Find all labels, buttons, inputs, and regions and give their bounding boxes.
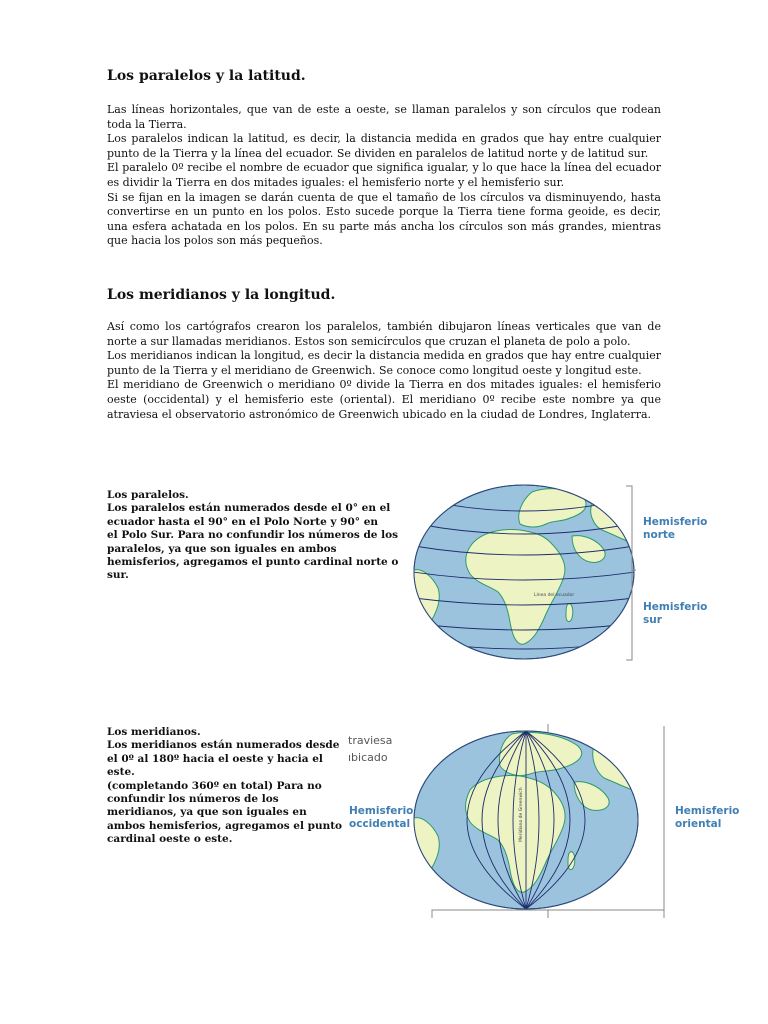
meridianos-caption xyxy=(107,726,343,847)
globe-parallels xyxy=(412,484,642,664)
meridianos-text xyxy=(107,320,661,422)
globe-parallels-figure xyxy=(412,484,642,664)
caption-line: Los paralelos. xyxy=(107,489,189,501)
paralelos-caption xyxy=(107,489,403,583)
hemi-label-line: Hemisferio xyxy=(349,805,414,817)
section-title-paralelos: Los paralelos y la latitud. xyxy=(107,68,306,84)
caption-line: Los meridianos. xyxy=(107,726,201,738)
paragraph: Las líneas horizontales, que van de este a oeste, se llaman paralelos y son círculos que rodean toda la Tierra. xyxy=(107,103,661,131)
hemi-label-line: Hemisferio xyxy=(643,516,708,528)
caption-line: (completando 360º en total) Para no confundir los números de los meridianos, ya que son iguales en ambos hemisferios, agregamos el punto cardinal oeste o este. xyxy=(107,779,343,846)
land-madagascar xyxy=(566,604,573,622)
caption-line: Los paralelos están numerados desde el 0° en el ecuador hasta el 90° en el Polo Norte y 90° en xyxy=(107,502,391,528)
hemi-label-line: norte xyxy=(643,529,676,541)
meridian-label: Meridiano de Greenwich xyxy=(519,787,524,842)
label-hemisferio-occidental xyxy=(349,805,413,831)
paragraph: Así como los cartógrafos crearon los paralelos, también dibujaron líneas verticales que van de norte a sur llamadas meridianos. Estos son semicírculos que cruzan el planeta de polo a polo. xyxy=(107,320,661,348)
fragment-line: ıbicado xyxy=(348,751,388,764)
hemi-label-line: sur xyxy=(643,614,662,626)
globe-meridians xyxy=(412,730,642,912)
cropped-text-fragment xyxy=(348,732,392,766)
paralelos-text xyxy=(107,103,661,249)
caption-line: el Polo Sur. Para no confundir los números de los paralelos, ya que son iguales en ambos hemisferios, agregamos el punto cardinal norte o sur. xyxy=(107,529,399,582)
fragment-line: traviesa xyxy=(348,734,393,747)
section-title-meridianos: Los meridianos y la longitud. xyxy=(107,287,336,303)
globe-meridians-figure xyxy=(412,730,642,912)
paragraph: Si se fijan en la imagen se darán cuenta de que el tamaño de los círculos va disminuyendo, hasta convertirse en un punto en los polos. Esto sucede porque la Tierra tiene forma geoide, es decir, una esfera achatada en los polos. En su parte más ancha los círculos son más grandes, mientras que hacia los polos son más pequeños. xyxy=(107,190,661,248)
hemi-label-line: Hemisferio xyxy=(643,601,708,613)
hemi-label-line: Hemisferio xyxy=(675,805,740,817)
paragraph: El meridiano de Greenwich o meridiano 0º divide la Tierra en dos mitades iguales: el hemisferio oeste (occidental) y el hemisferio este (oriental). El meridiano 0º recibe este nombre ya que atraviesa el observatorio astronómico de Greenwich ubicado en la ciudad de Londres, Inglaterra. xyxy=(107,378,661,421)
label-hemisferio-norte xyxy=(643,516,707,542)
equator-label: Línea del ecuador xyxy=(534,593,575,598)
label-hemisferio-oriental xyxy=(675,805,739,831)
hemi-label-line: occidental xyxy=(349,818,411,830)
paragraph: Los paralelos indican la latitud, es decir, la distancia medida en grados que hay entre cualquier punto de la Tierra y la línea del ecuador. Se dividen en paralelos de latitud norte y de latitud sur. xyxy=(107,132,661,160)
paragraph: El paralelo 0º recibe el nombre de ecuador que significa igualar, y lo que hace la línea del ecuador es dividir la Tierra en dos mitades iguales: el hemisferio norte y el hemisferio sur. xyxy=(107,161,661,189)
label-hemisferio-sur xyxy=(643,601,707,627)
caption-line: Los meridianos están numerados desde el 0º al 180º hacia el oeste y hacia el este. xyxy=(107,739,340,779)
hemi-label-line: oriental xyxy=(675,818,722,830)
hemisphere-bracket xyxy=(624,484,636,664)
paragraph: Los meridianos indican la longitud, es decir la distancia medida en grados que hay entre cualquier punto de la Tierra y el meridiano de Greenwich. Se conoce como longitud oeste y longitud este. xyxy=(107,349,661,377)
